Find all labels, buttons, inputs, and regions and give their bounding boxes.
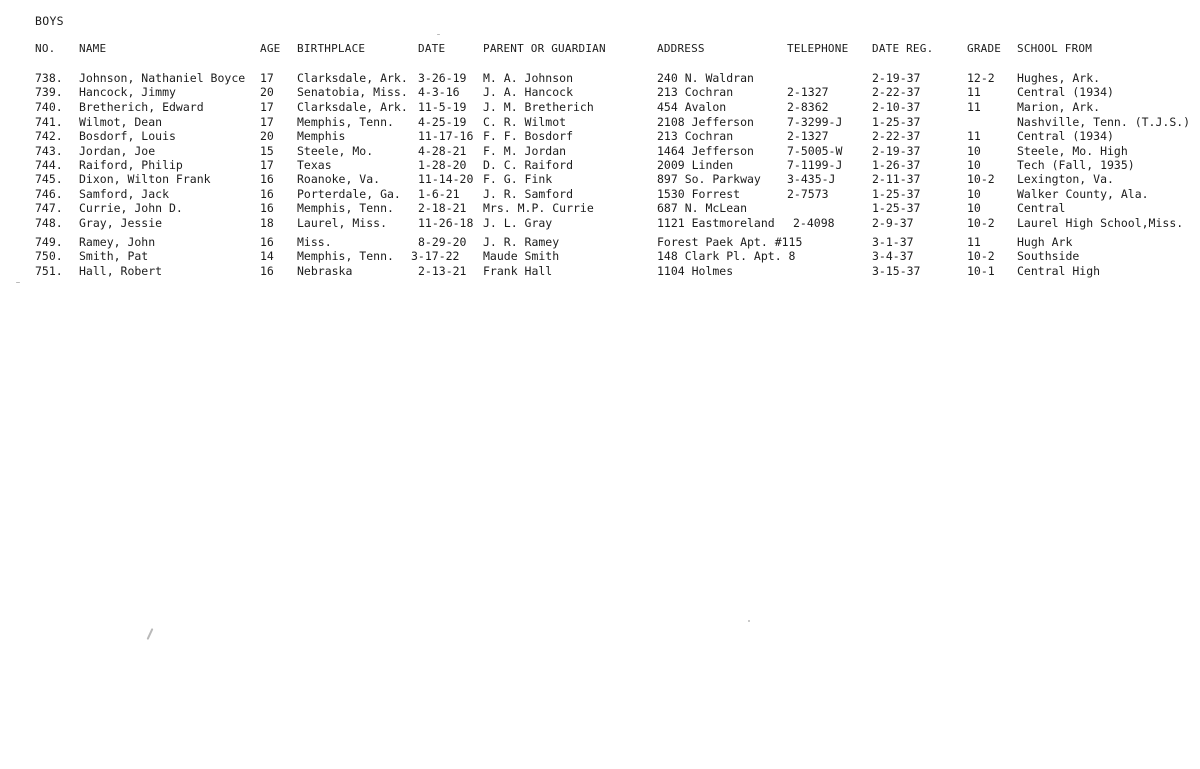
header-no: NO. (35, 42, 56, 55)
cell-age: 17 (260, 71, 274, 85)
cell-no: 741. (35, 115, 63, 129)
cell-parent: J. M. Bretherich (483, 100, 594, 114)
cell-grade: 10 (967, 158, 981, 172)
cell-address: 240 N. Waldran (657, 71, 754, 85)
cell-date: 3-26-19 (418, 71, 467, 85)
cell-birthplace: Memphis, Tenn. (297, 115, 394, 129)
cell-grade: 12-2 (967, 71, 995, 85)
table-row (0, 129, 1200, 143)
cell-age: 18 (260, 216, 274, 230)
cell-birthplace: Steele, Mo. (297, 144, 374, 158)
paper-speck (147, 628, 154, 640)
cell-school-from: Tech (Fall, 1935) (1017, 158, 1135, 172)
table-row (0, 115, 1200, 129)
cell-date-reg: 3-15-37 (872, 264, 921, 278)
cell-name: Johnson, Nathaniel Boyce (79, 71, 246, 85)
cell-date-reg: 1-25-37 (872, 201, 921, 215)
cell-age: 17 (260, 158, 274, 172)
cell-address: Forest Paek Apt. #115 (657, 235, 803, 249)
cell-name: Hall, Robert (79, 264, 163, 278)
cell-name: Currie, John D. (79, 201, 183, 215)
header-grade: GRADE (967, 42, 1002, 55)
paper-speck (748, 620, 750, 622)
cell-date: 11-17-16 (418, 129, 474, 143)
cell-date: 4-3-16 (418, 85, 460, 99)
cell-parent: J. A. Hancock (483, 85, 574, 99)
header-row (0, 42, 1200, 56)
cell-address: 687 N. McLean (657, 201, 748, 215)
header-date: DATE (418, 42, 446, 55)
cell-parent: D. C. Raiford (483, 158, 574, 172)
cell-school-from: Central High (1017, 264, 1101, 278)
cell-birthplace: Clarksdale, Ark. (297, 71, 408, 85)
cell-school-from: Hughes, Ark. (1017, 71, 1101, 85)
cell-no: 742. (35, 129, 63, 143)
cell-address: 1530 Forrest (657, 187, 741, 201)
cell-birthplace: Memphis, Tenn. (297, 249, 394, 263)
cell-school-from: Lexington, Va. (1017, 172, 1114, 186)
cell-name: Gray, Jessie (79, 216, 163, 230)
cell-name: Jordan, Joe (79, 144, 156, 158)
table-row (0, 100, 1200, 114)
cell-address: 2108 Jefferson (657, 115, 754, 129)
cell-parent: F. M. Jordan (483, 144, 567, 158)
cell-grade: 10 (967, 187, 981, 201)
cell-birthplace: Nebraska (297, 264, 353, 278)
cell-grade: 10 (967, 201, 981, 215)
cell-date-reg: 2-11-37 (872, 172, 921, 186)
cell-parent: F. G. Fink (483, 172, 553, 186)
cell-age: 15 (260, 144, 274, 158)
header-age: AGE (260, 42, 281, 55)
cell-birthplace: Memphis, Tenn. (297, 201, 394, 215)
cell-telephone: 2-1327 (787, 129, 829, 143)
cell-name: Dixon, Wilton Frank (79, 172, 211, 186)
cell-birthplace: Miss. (297, 235, 332, 249)
table-row (0, 85, 1200, 99)
cell-address: 213 Cochran (657, 85, 734, 99)
cell-telephone: 2-4098 (793, 216, 835, 230)
cell-date: 3-17-22 (411, 249, 460, 263)
cell-age: 20 (260, 85, 274, 99)
cell-birthplace: Laurel, Miss. (297, 216, 388, 230)
cell-date: 4-28-21 (418, 144, 467, 158)
table-row (0, 216, 1200, 230)
cell-no: 746. (35, 187, 63, 201)
cell-name: Hancock, Jimmy (79, 85, 176, 99)
cell-date: 1-28-20 (418, 158, 467, 172)
cell-school-from: Southside (1017, 249, 1080, 263)
cell-telephone: 3-435-J (787, 172, 836, 186)
cell-date-reg: 1-26-37 (872, 158, 921, 172)
cell-address: 2009 Linden (657, 158, 734, 172)
cell-school-from: Steele, Mo. High (1017, 144, 1128, 158)
cell-parent: J. L. Gray (483, 216, 553, 230)
cell-parent: Frank Hall (483, 264, 553, 278)
cell-grade: 10-2 (967, 249, 995, 263)
cell-age: 20 (260, 129, 274, 143)
table-row (0, 158, 1200, 172)
cell-school-from: Walker County, Ala. (1017, 187, 1149, 201)
cell-address: 1104 Holmes (657, 264, 734, 278)
cell-date: 1-6-21 (418, 187, 460, 201)
cell-date-reg: 2-22-37 (872, 85, 921, 99)
cell-date: 2-18-21 (418, 201, 467, 215)
header-birthplace: BIRTHPLACE (297, 42, 366, 55)
cell-no: 750. (35, 249, 63, 263)
cell-name: Wilmot, Dean (79, 115, 163, 129)
cell-parent: Maude Smith (483, 249, 560, 263)
cell-school-from: Central (1017, 201, 1066, 215)
cell-telephone: 7-1199-J (787, 158, 843, 172)
cell-school-from: Laurel High School,Miss. (1017, 216, 1184, 230)
header-school-from: SCHOOL FROM (1017, 42, 1093, 55)
cell-date-reg: 3-4-37 (872, 249, 914, 263)
table-row (0, 71, 1200, 85)
cell-address: 148 Clark Pl. Apt. 8 (657, 249, 796, 263)
cell-no: 740. (35, 100, 63, 114)
cell-name: Bretherich, Edward (79, 100, 204, 114)
cell-birthplace: Memphis (297, 129, 346, 143)
cell-grade: 10-2 (967, 216, 995, 230)
table-row (0, 264, 1200, 278)
cell-address: 897 So. Parkway (657, 172, 761, 186)
paper-speck (16, 282, 20, 283)
cell-grade: 11 (967, 235, 981, 249)
cell-age: 16 (260, 201, 274, 215)
cell-grade: 11 (967, 85, 981, 99)
table-row (0, 172, 1200, 186)
cell-date-reg: 3-1-37 (872, 235, 914, 249)
cell-grade: 11 (967, 129, 981, 143)
cell-no: 748. (35, 216, 63, 230)
cell-parent: C. R. Wilmot (483, 115, 567, 129)
section-title: BOYS (35, 14, 64, 28)
table-row (0, 187, 1200, 201)
cell-age: 14 (260, 249, 274, 263)
header-name: NAME (79, 42, 107, 55)
header-telephone: TELEPHONE (787, 42, 849, 55)
cell-age: 16 (260, 187, 274, 201)
header-address: ADDRESS (657, 42, 705, 55)
cell-telephone: 7-5005-W (787, 144, 843, 158)
cell-age: 16 (260, 235, 274, 249)
cell-telephone: 7-3299-J (787, 115, 843, 129)
cell-no: 739. (35, 85, 63, 99)
cell-date-reg: 1-25-37 (872, 115, 921, 129)
cell-date-reg: 1-25-37 (872, 187, 921, 201)
cell-telephone: 2-1327 (787, 85, 829, 99)
cell-grade: 10-1 (967, 264, 995, 278)
cell-no: 744. (35, 158, 63, 172)
cell-school-from: Central (1934) (1017, 85, 1114, 99)
paper-speck (437, 34, 440, 35)
cell-age: 17 (260, 115, 274, 129)
cell-parent: J. R. Ramey (483, 235, 560, 249)
cell-date-reg: 2-19-37 (872, 144, 921, 158)
table-row (0, 144, 1200, 158)
cell-date-reg: 2-19-37 (872, 71, 921, 85)
cell-birthplace: Clarksdale, Ark. (297, 100, 408, 114)
cell-parent: F. F. Bosdorf (483, 129, 574, 143)
header-date-reg: DATE REG. (872, 42, 934, 55)
cell-name: Bosdorf, Louis (79, 129, 176, 143)
cell-address: 213 Cochran (657, 129, 734, 143)
cell-school-from: Hugh Ark (1017, 235, 1073, 249)
cell-grade: 10-2 (967, 172, 995, 186)
table-row (0, 249, 1200, 263)
cell-name: Ramey, John (79, 235, 156, 249)
cell-age: 16 (260, 264, 274, 278)
cell-name: Raiford, Philip (79, 158, 183, 172)
cell-date: 11-5-19 (418, 100, 467, 114)
cell-no: 749. (35, 235, 63, 249)
cell-parent: M. A. Johnson (483, 71, 574, 85)
cell-birthplace: Texas (297, 158, 332, 172)
cell-address: 1464 Jefferson (657, 144, 754, 158)
cell-date: 8-29-20 (418, 235, 467, 249)
cell-address: 1121 Eastmoreland (657, 216, 775, 230)
header-parent: PARENT OR GUARDIAN (483, 42, 606, 55)
cell-school-from: Nashville, Tenn. (T.J.S.) (1017, 115, 1191, 129)
cell-no: 745. (35, 172, 63, 186)
cell-no: 747. (35, 201, 63, 215)
cell-no: 751. (35, 264, 63, 278)
cell-school-from: Marion, Ark. (1017, 100, 1101, 114)
table-row (0, 235, 1200, 249)
cell-address: 454 Avalon (657, 100, 727, 114)
cell-date-reg: 2-10-37 (872, 100, 921, 114)
cell-date-reg: 2-9-37 (872, 216, 914, 230)
cell-date: 4-25-19 (418, 115, 467, 129)
cell-no: 738. (35, 71, 63, 85)
cell-age: 17 (260, 100, 274, 114)
cell-birthplace: Porterdale, Ga. (297, 187, 401, 201)
cell-birthplace: Roanoke, Va. (297, 172, 381, 186)
table-row (0, 201, 1200, 215)
cell-parent: Mrs. M.P. Currie (483, 201, 594, 215)
cell-name: Samford, Jack (79, 187, 170, 201)
cell-name: Smith, Pat (79, 249, 149, 263)
cell-telephone: 2-7573 (787, 187, 829, 201)
cell-age: 16 (260, 172, 274, 186)
cell-no: 743. (35, 144, 63, 158)
cell-birthplace: Senatobia, Miss. (297, 85, 408, 99)
cell-date: 2-13-21 (418, 264, 467, 278)
cell-grade: 10 (967, 144, 981, 158)
cell-telephone: 2-8362 (787, 100, 829, 114)
cell-date: 11-26-18 (418, 216, 474, 230)
cell-parent: J. R. Samford (483, 187, 574, 201)
cell-school-from: Central (1934) (1017, 129, 1114, 143)
cell-grade: 11 (967, 100, 981, 114)
cell-date-reg: 2-22-37 (872, 129, 921, 143)
cell-date: 11-14-20 (418, 172, 474, 186)
